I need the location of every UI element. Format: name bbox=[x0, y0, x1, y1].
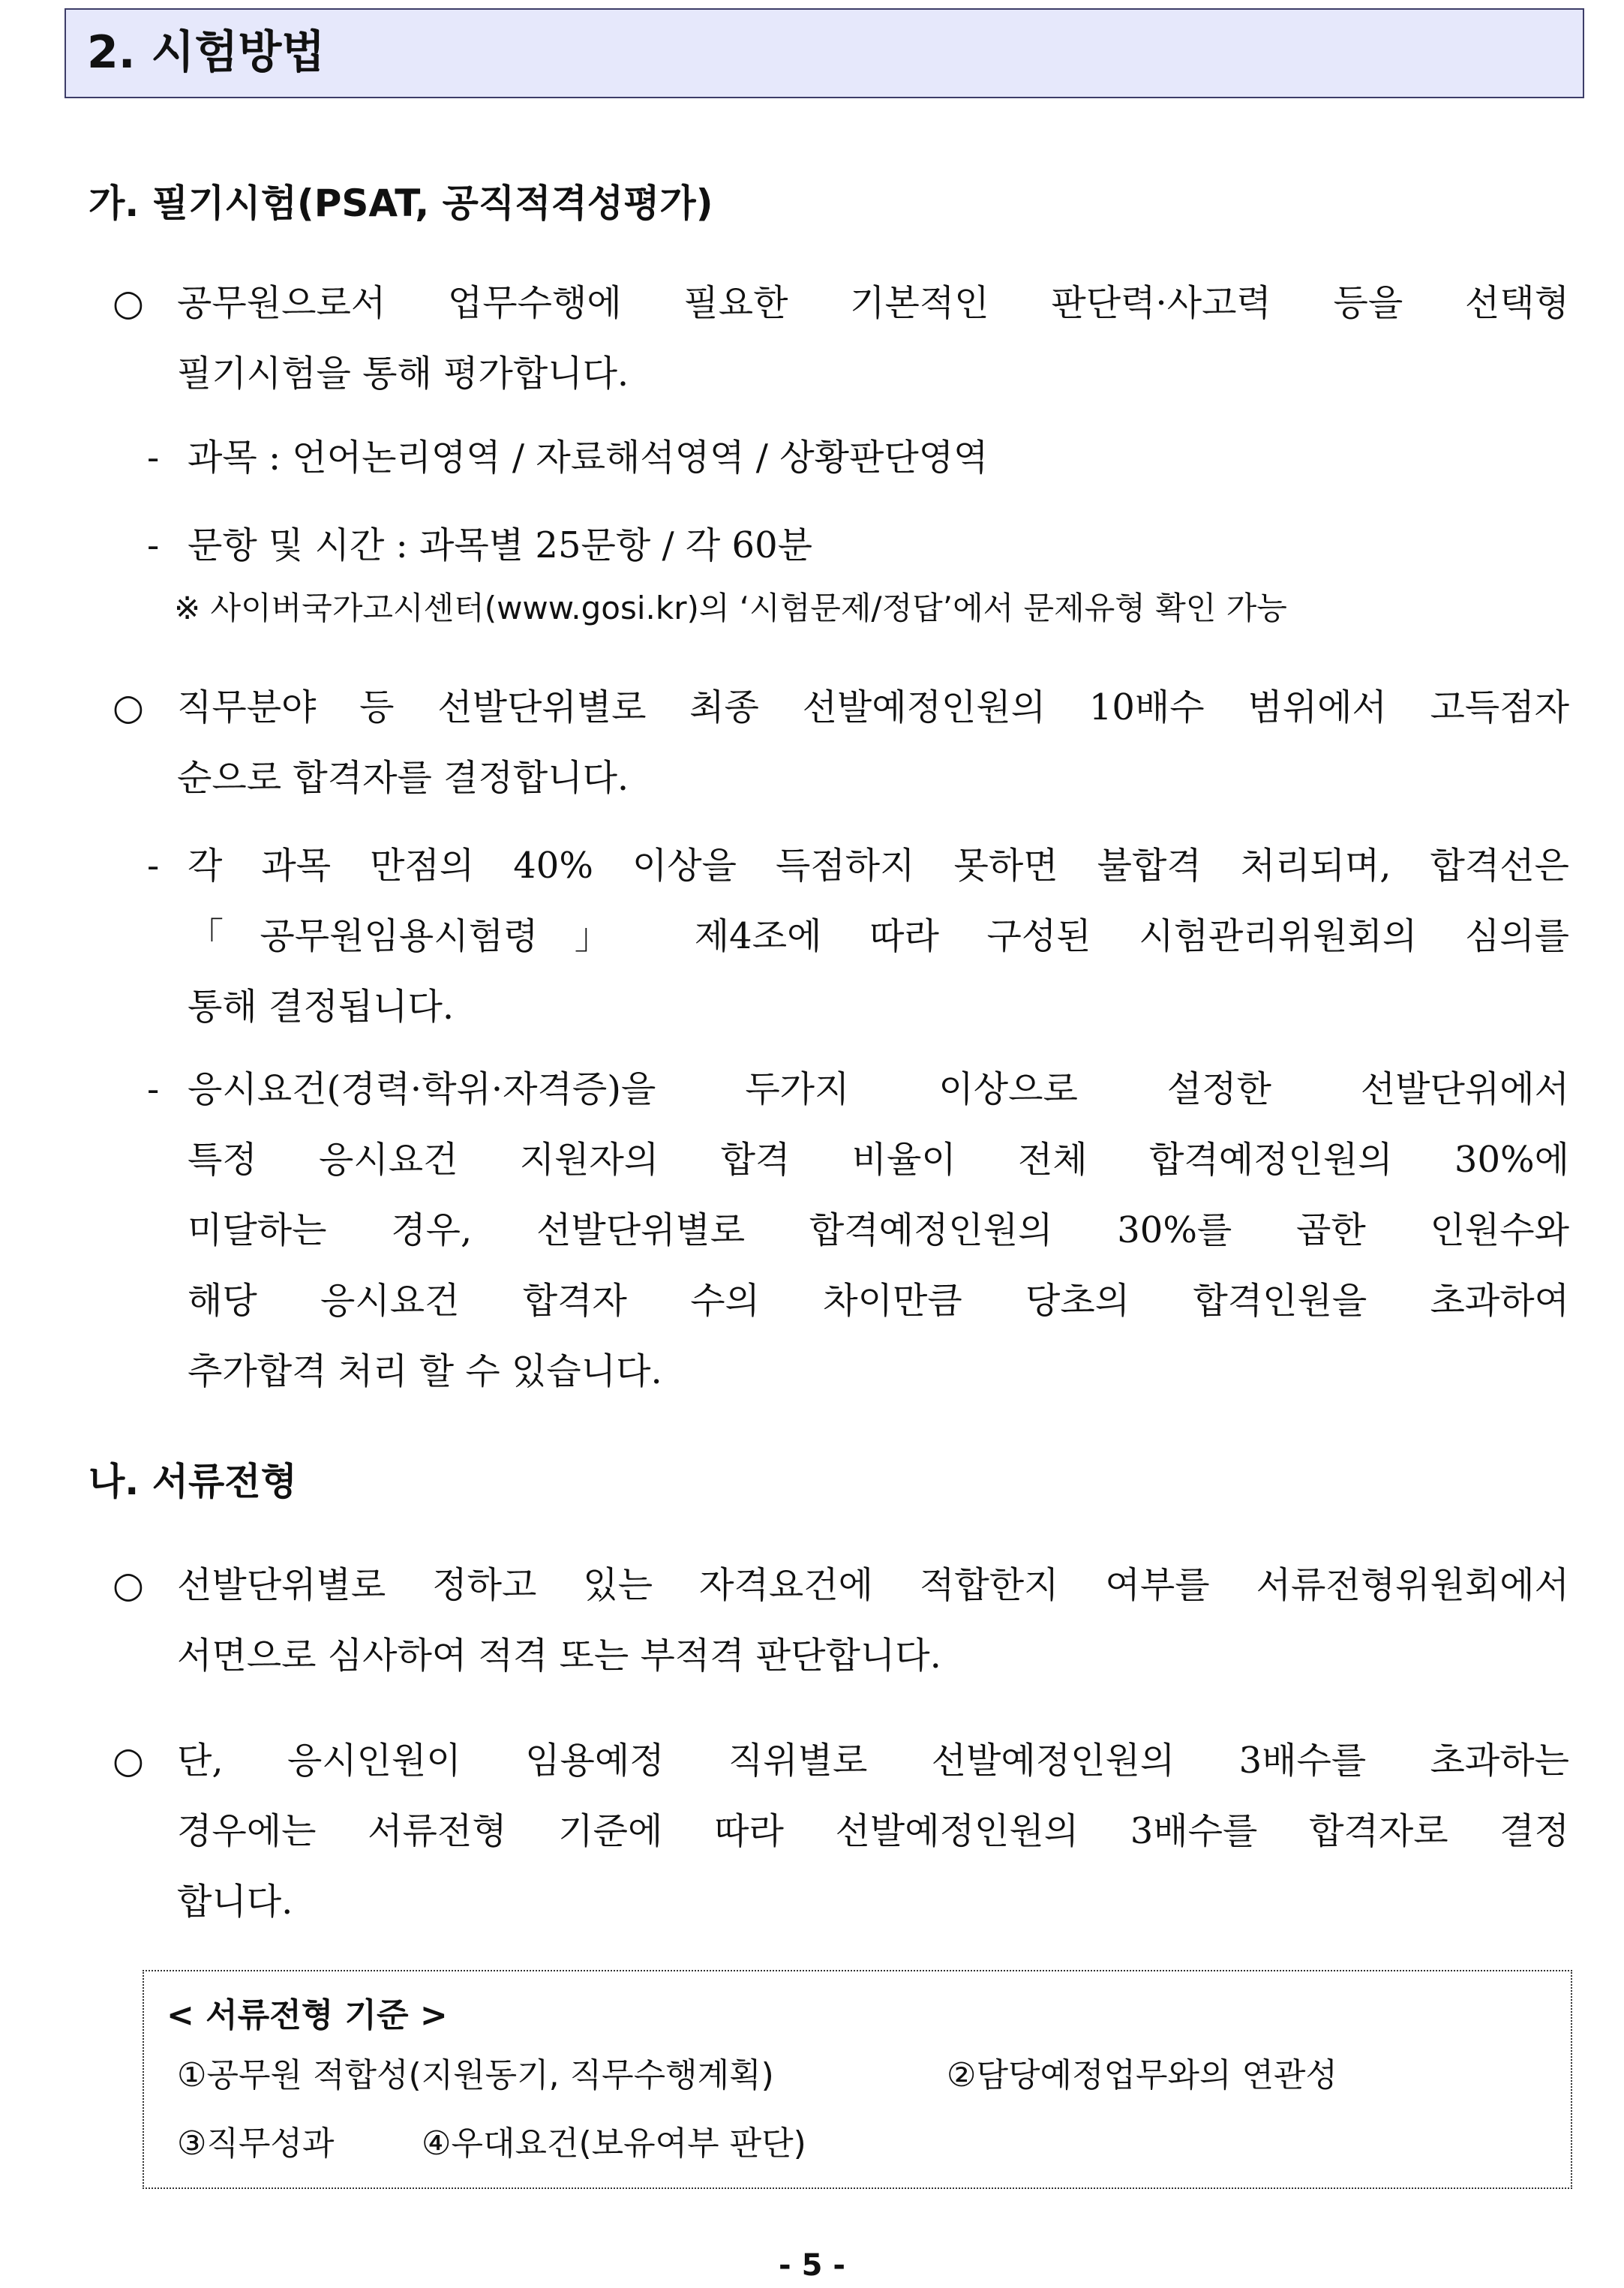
written-bullet1-line1: 공무원으로서 업무수행에 필요한 기본적인 판단력·사고력 등을 선택형 bbox=[177, 282, 1569, 324]
dash-mark: - bbox=[147, 845, 160, 887]
criteria-item-4: ④우대요건(보유여부 판단) bbox=[422, 2124, 806, 2163]
dash-mark: - bbox=[147, 1068, 160, 1110]
written-bullet2-line1: 직무분야 등 선발단위별로 최종 선발예정인원의 10배수 범위에서 고득점자 bbox=[177, 686, 1569, 728]
document-bullet2-line2: 경우에는 서류전형 기준에 따라 선발예정인원의 3배수를 합격자로 결정 bbox=[177, 1810, 1569, 1852]
written-rule2-line1: 응시요건(경력·학위·자격증)을 두가지 이상으로 설정한 선발단위에서 bbox=[188, 1068, 1569, 1110]
criteria-item-3: ③직무성과 bbox=[177, 2124, 335, 2163]
subjects-line: 과목 : 언어논리영역 / 자료해석영역 / 상황판단영역 bbox=[188, 437, 989, 479]
bullet-mark: ○ bbox=[113, 1740, 144, 1782]
page-number: - 5 - bbox=[779, 2248, 845, 2283]
written-bullet2-line2: 순으로 합격자를 결정합니다. bbox=[177, 757, 629, 799]
written-bullet1-line2: 필기시험을 통해 평가합니다. bbox=[177, 353, 629, 395]
written-rule2-line2: 특정 응시요건 지원자의 합격 비율이 전체 합격예정인원의 30%에 bbox=[188, 1139, 1569, 1181]
document-bullet1-line1: 선발단위별로 정하고 있는 자격요건에 적합한지 여부를 서류전형위원회에서 bbox=[177, 1564, 1569, 1606]
criteria-item-1: ①공무원 적합성(지원동기, 직무수행계획) bbox=[177, 2056, 774, 2094]
document-bullet1 bbox=[177, 1550, 1569, 1691]
written-exam-heading: 가. 필기시험(PSAT, 공직적격성평가) bbox=[89, 182, 713, 225]
written-rule2-line4: 해당 응시요건 합격자 수의 차이만큼 당초의 합격인원을 초과하여 bbox=[188, 1280, 1569, 1322]
items-time-line: 문항 및 시간 : 과목별 25문항 / 각 60분 bbox=[188, 524, 812, 566]
written-rule1-line1: 각 과목 만점의 40% 이상을 득점하지 못하면 불합격 처리되며, 합격선은 bbox=[188, 845, 1569, 887]
document-bullet2-line1: 단, 응시인원이 임용예정 직위별로 선발예정인원의 3배수를 초과하는 bbox=[177, 1740, 1569, 1782]
criteria-item-2: ②담당예정업무와의 연관성 bbox=[947, 2056, 1337, 2094]
written-bullet1 bbox=[177, 268, 1569, 409]
dash-mark: - bbox=[147, 524, 160, 566]
bullet-mark: ○ bbox=[113, 282, 144, 324]
written-rule2-line3: 미달하는 경우, 선발단위별로 합격예정인원의 30%를 곱한 인원수와 bbox=[188, 1209, 1569, 1251]
written-rule1-line2: 「공무원임용시험령」 제4조에 따라 구성된 시험관리위원회의 심의를 bbox=[188, 915, 1569, 957]
gosi-note: ※ 사이버국가고시센터(www.gosi.kr)의 ‘시험문제/정답’에서 문제유형 확인 가능 bbox=[174, 590, 1287, 626]
document-screening-heading: 나. 서류전형 bbox=[89, 1460, 297, 1503]
document-bullet2-line3: 합니다. bbox=[177, 1881, 293, 1923]
written-rule2 bbox=[188, 1054, 1569, 1407]
written-rule1-line3: 통해 결정됩니다. bbox=[188, 986, 455, 1028]
bullet-mark: ○ bbox=[113, 1564, 144, 1606]
document-bullet2 bbox=[177, 1725, 1569, 1937]
section-title: 2. 시험방법 bbox=[87, 26, 326, 79]
written-rule2-line5: 추가합격 처리 할 수 있습니다. bbox=[188, 1350, 662, 1392]
written-rule1 bbox=[188, 830, 1569, 1042]
bullet-mark: ○ bbox=[113, 686, 144, 728]
dash-mark: - bbox=[147, 437, 160, 479]
criteria-title: < 서류전형 기준 > bbox=[167, 1996, 448, 2034]
written-bullet2 bbox=[177, 672, 1569, 813]
document-bullet1-line2: 서면으로 심사하여 적격 또는 부적격 판단합니다. bbox=[177, 1635, 941, 1677]
